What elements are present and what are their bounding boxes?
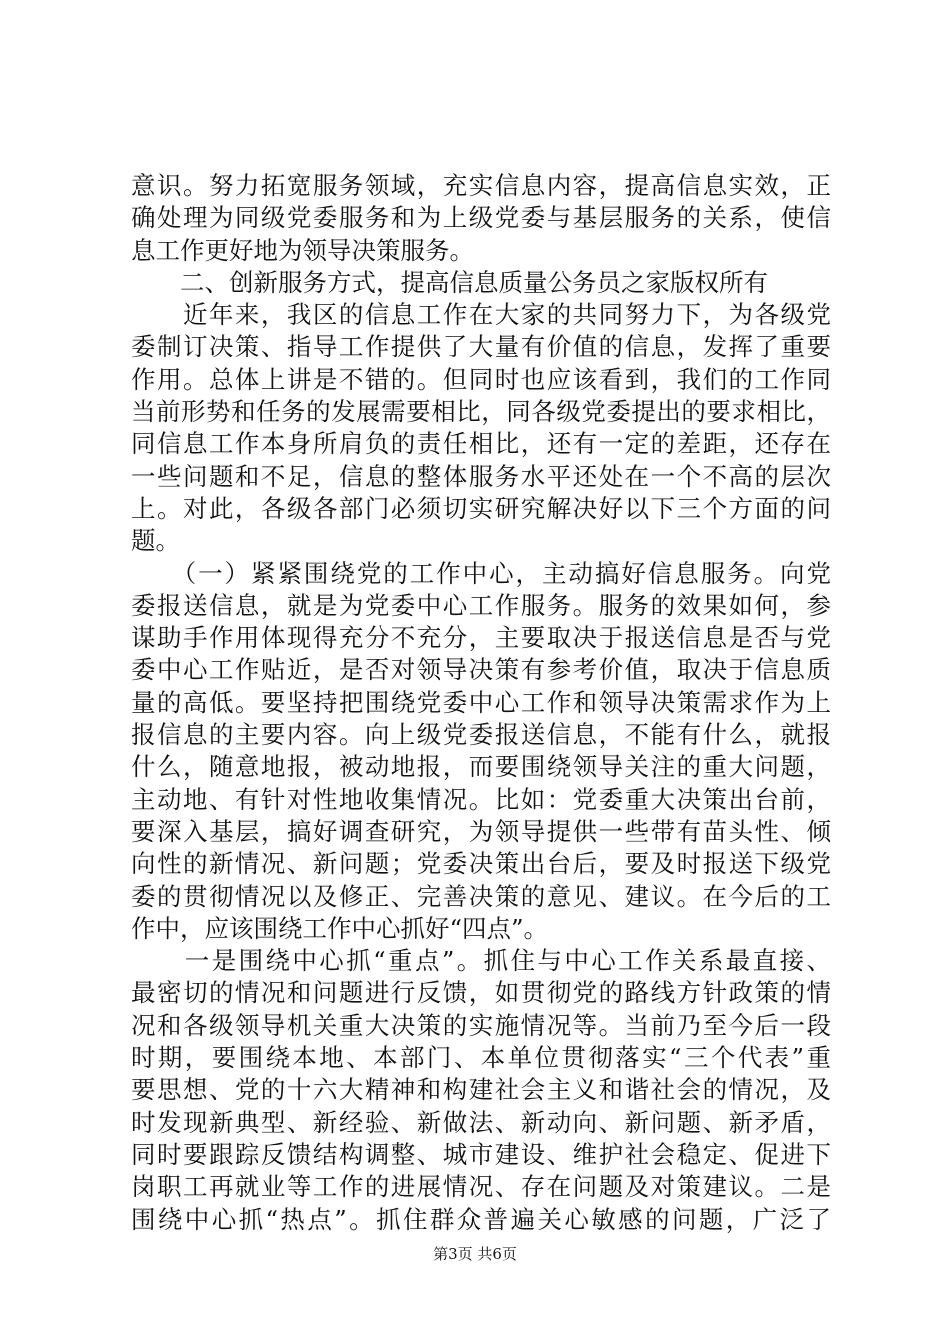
text-line: 谋助手作用体现得充分不充分，主要取决于报送信息是否与党: [131, 623, 831, 653]
text-line: 委制订决策、指导工作提供了大量有价值的信息，发挥了重要: [131, 332, 831, 362]
text-line: 一些问题和不足，信息的整体服务水平还处在一个不高的层次: [131, 461, 831, 491]
page-number-footer: 第3页 共6页: [433, 1245, 517, 1263]
text-line: 主动地、有针对性地收集情况。比如：党委重大决策出台前，: [131, 784, 831, 814]
text-line: 息工作更好地为领导决策服务。: [131, 235, 474, 265]
text-line: 同信息工作本身所肩负的责任相比，还有一定的差距，还存在: [131, 429, 831, 459]
text-line: 最密切的情况和问题进行反馈，如贯彻党的路线方针政策的情: [131, 978, 831, 1008]
text-line: 当前形势和任务的发展需要相比，同各级党委提出的要求相比，: [131, 397, 831, 427]
body-text: [131, 170, 831, 1236]
text-line: 什么，随意地报，被动地报，而要围绕领导关注的重大问题，: [131, 752, 831, 782]
text-line: 岗职工再就业等工作的进展情况、存在问题及对策建议。二是: [131, 1172, 831, 1202]
text-line: 报信息的主要内容。向上级党委报送信息，不能有什么，就报: [131, 720, 831, 750]
text-line: 委中心工作贴近，是否对领导决策有参考价值，取决于信息质: [131, 655, 831, 685]
text-line: 近年来，我区的信息工作在大家的共同努力下，为各级党: [131, 300, 831, 330]
text-line: 时发现新典型、新经验、新做法、新动向、新问题、新矛盾，: [131, 1107, 831, 1137]
text-line: 意识。努力拓宽服务领域，充实信息内容，提高信息实效，正: [131, 171, 831, 200]
text-line: 况和各级领导机关重大决策的实施情况等。当前乃至今后一段: [131, 1010, 831, 1040]
text-line: 确处理为同级党委服务和为上级党委与基层服务的关系，使信: [131, 203, 831, 233]
text-line: 委报送信息，就是为党委中心工作服务。服务的效果如何，参: [131, 590, 831, 620]
text-line: 同时要跟踪反馈结构调整、城市建设、维护社会稳定、促进下: [131, 1139, 831, 1169]
text-line: （一）紧紧围绕党的工作中心，主动搞好信息服务。向党: [131, 558, 831, 588]
text-line: 上。对此，各级各部门必须切实研究解决好以下三个方面的问: [131, 493, 831, 523]
text-line: 时期，要围绕本地、本部门、本单位贯彻落实“三个代表”重: [131, 1043, 831, 1073]
text-line: 题。: [131, 526, 180, 556]
text-line: 作用。总体上讲是不错的。但同时也应该看到，我们的工作同: [131, 364, 831, 394]
text-line: 要思想、党的十六大精神和构建社会主义和谐社会的情况，及: [131, 1075, 831, 1105]
text-line: 要深入基层，搞好调查研究，为领导提供一些带有苗头性、倾: [131, 816, 831, 846]
text-line: 围绕中心抓“热点”。抓住群众普遍关心敏感的问题，广泛了: [131, 1204, 831, 1234]
text-line: 向性的新情况、新问题；党委决策出台后，要及时报送下级党: [131, 849, 831, 879]
section-heading: 二、创新服务方式，提高信息质量公务员之家版权所有: [131, 267, 768, 297]
text-line: 委的贯彻情况以及修正、完善决策的意见、建议。在今后的工: [131, 881, 831, 911]
text-line: 一是围绕中心抓“重点”。抓住与中心工作关系最直接、: [131, 946, 831, 976]
text-line: 量的高低。要坚持把围绕党委中心工作和领导决策需求作为上: [131, 687, 831, 717]
text-line: 作中，应该围绕工作中心抓好“四点”。: [131, 913, 549, 943]
